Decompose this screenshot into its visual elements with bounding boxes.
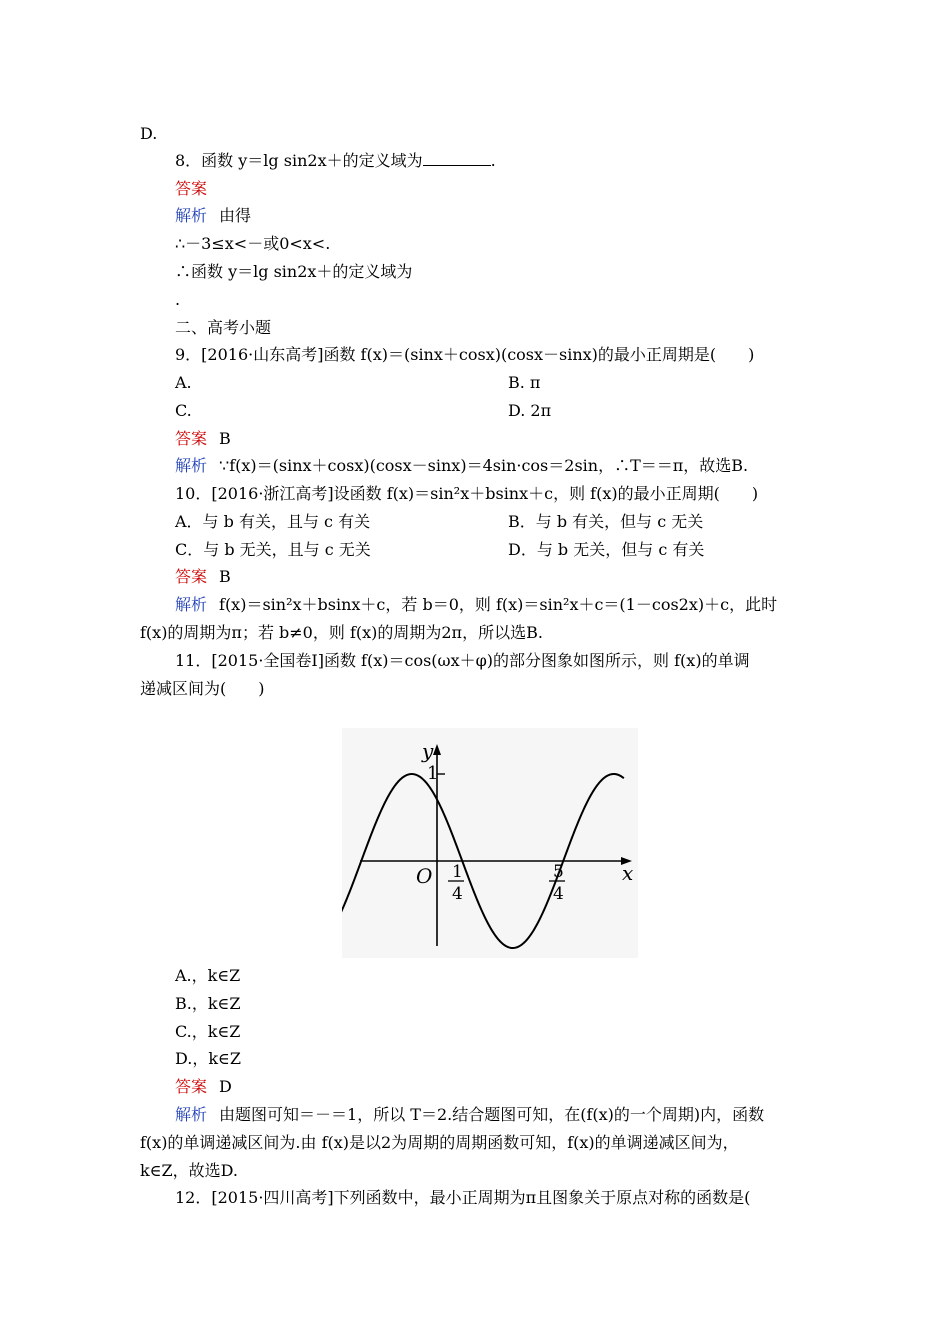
text-line — [508, 373, 540, 393]
origin-label: O — [416, 864, 433, 888]
text-line — [175, 206, 251, 226]
tick-five-quarters-denominator: 4 — [553, 884, 564, 904]
answer-label: 答案 — [175, 429, 208, 448]
x-axis-label: x — [622, 861, 634, 885]
text-line — [175, 318, 271, 338]
answer-label: 答案 — [175, 567, 208, 586]
text-line — [175, 234, 330, 254]
answer-label: 答案 — [175, 1077, 208, 1096]
text-line — [508, 401, 551, 421]
text-line — [175, 373, 192, 393]
text-line — [175, 262, 412, 282]
line-text: D.，k∈Z — [175, 1049, 242, 1068]
line-text: B. π — [508, 373, 541, 392]
tick-five-quarters-numerator: 5 — [553, 862, 564, 882]
text-line — [175, 567, 231, 587]
text-line — [175, 512, 370, 532]
line-text: f(x)＝sin²x＋bsinx＋c，若 b＝0，则 f(x)＝sin²x＋c＝(1－cos2x)＋c，此时 — [219, 595, 778, 614]
text-line — [175, 595, 777, 615]
text-line — [175, 651, 750, 671]
line-text: 二、高考小题 — [175, 318, 272, 337]
line-text: 12．[2015·四川高考]下列函数中，最小正周期为π且图象关于原点对称的函数是( — [175, 1188, 751, 1207]
text-line — [140, 1161, 238, 1181]
text-line — [175, 1022, 240, 1042]
line-text: C. — [175, 401, 192, 420]
text-line — [175, 456, 748, 476]
line-text: ∴－3≤x<－或0<x<. — [175, 234, 331, 253]
line-text: B — [219, 429, 231, 448]
text-line — [140, 623, 543, 643]
text-line — [175, 345, 754, 365]
text-line — [508, 540, 704, 560]
line-text: f(x)的单调递减区间为.由 f(x)是以2为周期的周期函数可知，f(x)的单调递减区间为， — [140, 1133, 739, 1152]
text-line — [175, 994, 241, 1014]
line-text: B．与 b 有关，但与 c 无关 — [508, 512, 704, 531]
line-text: ∴函数 y＝lg sin2x＋的定义域为 — [175, 262, 413, 281]
text-line — [140, 679, 265, 699]
text-line — [175, 540, 371, 560]
line-text: ∵f(x)＝(sinx＋cosx)(cosx－sinx)＝4sin·cos＝2sin，∴T＝＝π，故选B. — [219, 456, 749, 475]
text-line — [175, 484, 758, 504]
text-line — [175, 966, 240, 986]
line-text: 由得 — [219, 206, 252, 225]
line-text: C.，k∈Z — [175, 1022, 241, 1041]
line-text: D — [219, 1077, 232, 1096]
analysis-label: 解析 — [175, 595, 208, 614]
line-text: 递减区间为( ) — [140, 679, 265, 698]
line-text: A.，k∈Z — [175, 966, 241, 985]
line-text: A．与 b 有关，且与 c 有关 — [175, 512, 371, 531]
line-text: 10．[2016·浙江高考]设函数 f(x)＝sin²x＋bsinx＋c，则 f(x)的最小正周期( ) — [175, 484, 759, 503]
text-line — [175, 151, 496, 171]
text-line — [175, 1049, 241, 1069]
line-text-after: . — [490, 151, 496, 170]
line-text: . — [175, 290, 181, 309]
y-one-label: 1 — [427, 763, 439, 784]
line-text: 由题图可知＝－＝1，所以 T＝2.结合题图可知，在(f(x)的一个周期)内，函数 — [219, 1105, 765, 1124]
text-line — [175, 401, 192, 421]
tick-quarter-numerator: 1 — [452, 862, 463, 882]
line-text: C．与 b 无关，且与 c 无关 — [175, 540, 371, 559]
tick-quarter-denominator: 4 — [452, 884, 463, 904]
figure-background — [342, 728, 638, 958]
line-text: B — [219, 567, 231, 586]
text-line — [508, 512, 703, 532]
line-text: 11．[2015·全国卷Ⅰ]函数 f(x)＝cos(ωx＋φ)的部分图象如图所示，则 f(x)的单调 — [175, 651, 750, 670]
text-line — [175, 179, 219, 199]
text-line — [140, 1133, 739, 1153]
text-line — [175, 1188, 750, 1208]
line-text: D. 2π — [508, 401, 552, 420]
y-axis-label: y — [422, 739, 434, 763]
answer-blank — [423, 151, 491, 166]
line-text: D. — [140, 124, 158, 143]
text-line — [175, 429, 231, 449]
analysis-label: 解析 — [175, 1105, 208, 1124]
answer-label: 答案 — [175, 179, 208, 198]
cosine-graph-figure — [342, 728, 638, 958]
analysis-label: 解析 — [175, 456, 208, 475]
line-text: 9．[2016·山东高考]函数 f(x)＝(sinx＋cosx)(cosx－sinx)的最小正周期是( ) — [175, 345, 755, 364]
line-text: k∈Z，故选D. — [140, 1161, 239, 1180]
line-text: A. — [175, 373, 192, 392]
line-text: f(x)的周期为π；若 b≠0，则 f(x)的周期为2π，所以选B. — [140, 623, 543, 642]
text-line — [175, 1105, 764, 1125]
analysis-label: 解析 — [175, 206, 208, 225]
text-line — [175, 290, 180, 310]
line-text: D．与 b 无关，但与 c 有关 — [508, 540, 705, 559]
line-text: B.，k∈Z — [175, 994, 241, 1013]
text-line — [175, 1077, 232, 1097]
text-line — [140, 124, 157, 144]
line-text: 8．函数 y＝lg sin2x＋的定义域为 — [175, 151, 423, 170]
